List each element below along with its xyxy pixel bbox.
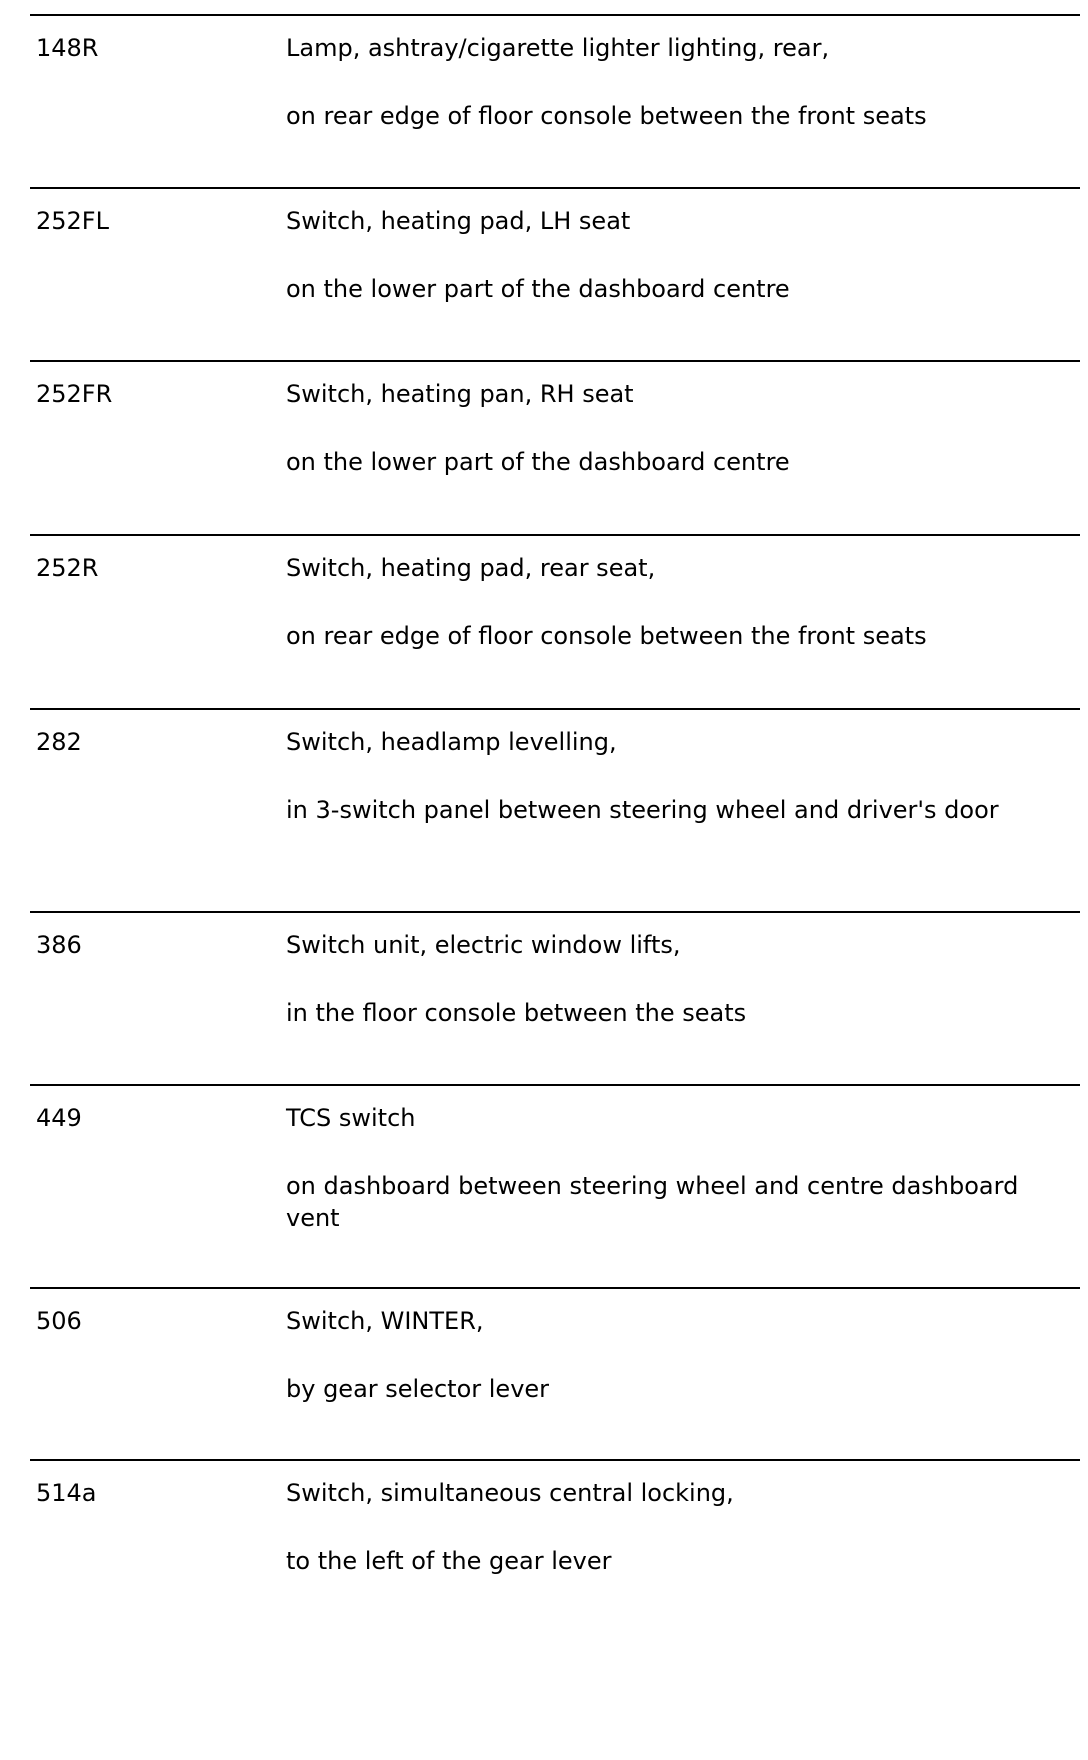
table-row xyxy=(30,1459,1080,1589)
component-location: on rear edge of floor console between the front seats xyxy=(286,622,927,650)
component-title: Lamp, ashtray/cigarette lighter lighting, rear, xyxy=(286,34,830,62)
component-code: 514a xyxy=(36,1479,97,1507)
component-location: on the lower part of the dashboard centre xyxy=(286,275,790,303)
component-location: in 3-switch panel between steering wheel and driver's door xyxy=(286,796,999,824)
component-code: 282 xyxy=(36,728,82,756)
component-description xyxy=(286,1102,1076,1234)
component-title: Switch, headlamp levelling, xyxy=(286,728,617,756)
table-row xyxy=(30,1084,1080,1287)
component-description xyxy=(286,552,1076,652)
table-row xyxy=(30,360,1080,534)
table-row xyxy=(30,187,1080,360)
table-row xyxy=(30,911,1080,1084)
component-description xyxy=(286,929,1076,1029)
component-location: on rear edge of floor console between the front seats xyxy=(286,102,927,130)
component-location: on the lower part of the dashboard centre xyxy=(286,448,790,476)
component-code: 449 xyxy=(36,1104,82,1132)
component-code: 252R xyxy=(36,554,99,582)
table-row xyxy=(30,14,1080,187)
component-code: 506 xyxy=(36,1307,82,1335)
component-description xyxy=(286,32,1076,132)
component-location: in the floor console between the seats xyxy=(286,999,747,1027)
table-row xyxy=(30,708,1080,911)
component-title: Switch, heating pad, LH seat xyxy=(286,207,631,235)
component-description xyxy=(286,205,1076,305)
component-description xyxy=(286,378,1076,478)
component-description xyxy=(286,726,1076,826)
component-location: by gear selector lever xyxy=(286,1375,550,1403)
component-code: 386 xyxy=(36,931,82,959)
component-title: Switch, simultaneous central locking, xyxy=(286,1479,734,1507)
table-row xyxy=(30,1287,1080,1459)
component-title: Switch, heating pad, rear seat, xyxy=(286,554,656,582)
component-table xyxy=(30,14,1080,1589)
component-title: Switch, heating pan, RH seat xyxy=(286,380,634,408)
component-description xyxy=(286,1305,1076,1405)
component-location: on dashboard between steering wheel and centre dashboard vent xyxy=(286,1172,1019,1232)
component-title: TCS switch xyxy=(286,1104,416,1132)
component-code: 148R xyxy=(36,34,99,62)
component-code: 252FL xyxy=(36,207,109,235)
component-title: Switch unit, electric window lifts, xyxy=(286,931,681,959)
component-code: 252FR xyxy=(36,380,113,408)
table-row xyxy=(30,534,1080,708)
component-title: Switch, WINTER, xyxy=(286,1307,484,1335)
component-location: to the left of the gear lever xyxy=(286,1547,612,1575)
component-description xyxy=(286,1477,1076,1577)
